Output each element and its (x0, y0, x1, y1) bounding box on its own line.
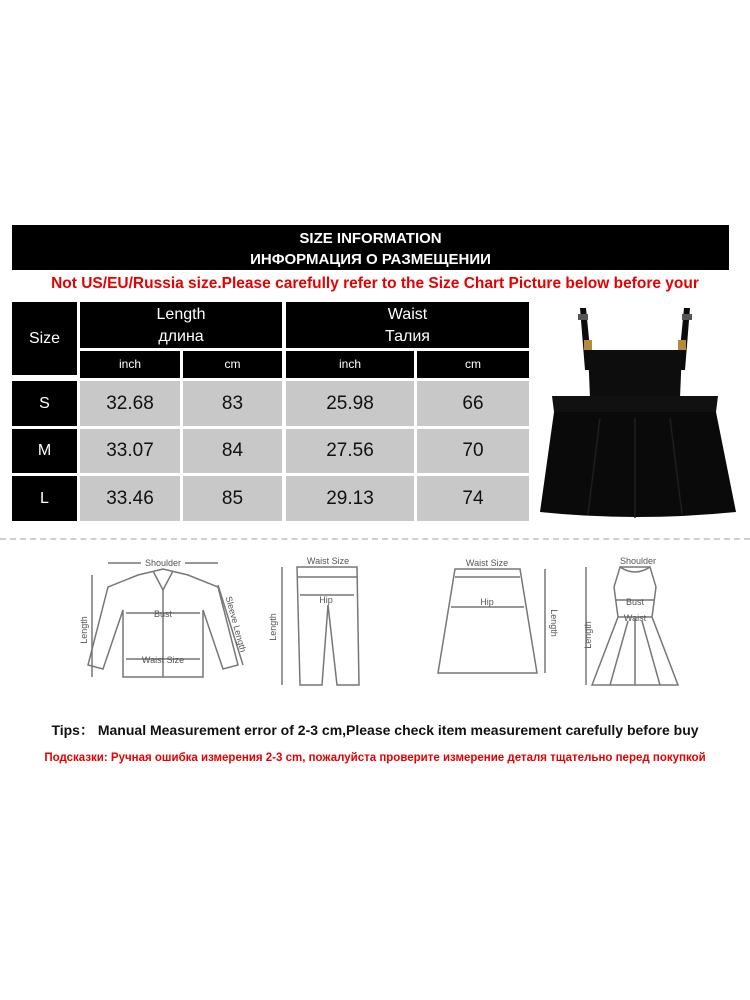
shirt-length-label: Length (79, 616, 89, 644)
waist-header-ru: Талия (385, 328, 430, 345)
cell-s-length-inch: 32.68 (80, 381, 180, 426)
size-header: Size (12, 302, 77, 375)
cell-m-waist-cm: 70 (417, 429, 529, 473)
cell-s-length-cm: 83 (183, 381, 282, 426)
pants-measurement-diagram (262, 555, 372, 700)
dress-bust-label: Bust (625, 597, 645, 607)
dress-measurement-diagram (580, 555, 690, 700)
skirt-measurement-diagram (425, 555, 560, 700)
cell-l-length-inch: 33.46 (80, 476, 180, 521)
tips-text: Tips： Manual Measurement error of 2-3 cm,Please check item measurement carefully before buy (51, 722, 699, 738)
title-line-ru: ИНФОРМАЦИЯ О РАЗМЕЩЕНИИ (250, 251, 491, 268)
cell-s-waist-inch: 25.98 (286, 381, 414, 426)
cell-m-length-cm: 84 (183, 429, 282, 473)
pants-waist-label: Waist Size (306, 556, 350, 566)
size-information-title (12, 225, 729, 270)
pinafore-dress-image (540, 300, 740, 525)
shirt-shoulder-label: Shoulder (144, 558, 182, 568)
skirt-waist-label: Waist Size (465, 558, 509, 568)
shirt-waist-label: Waist Size (141, 655, 185, 665)
tips-text-ru: Подсказки: Ручная ошибка измерения 2-3 cm, пожалуйста проверите измерение деталя тщательно перед покупкой (44, 752, 706, 764)
size-cell-m: M (12, 429, 77, 473)
pants-hip-label: Hip (319, 595, 333, 605)
length-header-ru: длина (158, 328, 204, 345)
skirt-length-label: Length (549, 609, 559, 637)
title-line-en: SIZE INFORMATION (299, 230, 442, 247)
shirt-sleeve-label: Sleeve Length (223, 595, 249, 654)
waist-header (286, 302, 529, 348)
waist-header-en: Waist (387, 306, 428, 323)
pants-length-label: Length (268, 613, 278, 641)
size-warning: Not US/EU/Russia size.Please carefully refer to the Size Chart Picture below before your (51, 275, 699, 292)
length-cm-unit: cm (183, 351, 282, 378)
waist-cm-unit: cm (417, 351, 529, 378)
cell-m-waist-inch: 27.56 (286, 429, 414, 473)
length-header-en: Length (156, 306, 206, 323)
dress-waist-label: Waist (623, 613, 647, 623)
skirt-hip-label: Hip (480, 597, 494, 607)
size-cell-l: L (12, 476, 77, 521)
waist-inch-unit: inch (286, 351, 414, 378)
shirt-bust-label: Bust (153, 609, 173, 619)
cell-l-length-cm: 85 (183, 476, 282, 521)
cell-l-waist-inch: 29.13 (286, 476, 414, 521)
dress-length-label: Length (583, 621, 593, 649)
length-inch-unit: inch (80, 351, 180, 378)
cell-l-waist-cm: 74 (417, 476, 529, 521)
dress-shoulder-label: Shoulder (619, 556, 657, 566)
shirt-measurement-diagram (78, 555, 258, 700)
size-cell-s: S (12, 381, 77, 426)
cell-s-waist-cm: 66 (417, 381, 529, 426)
section-divider (0, 538, 750, 540)
cell-m-length-inch: 33.07 (80, 429, 180, 473)
length-header (80, 302, 282, 348)
